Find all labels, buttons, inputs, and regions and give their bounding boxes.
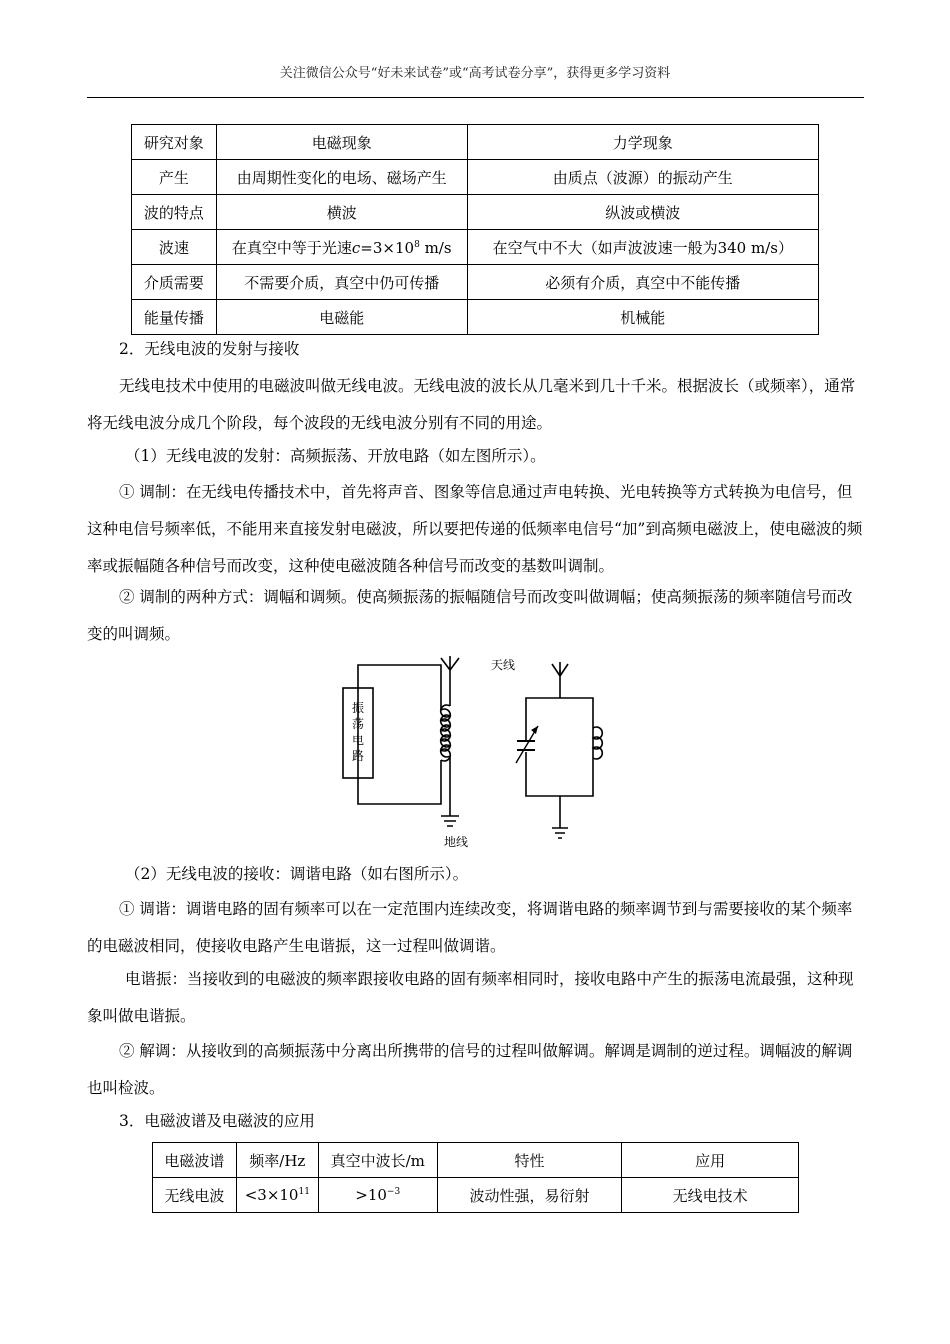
paragraph: 无线电技术中使用的电磁波叫做无线电波。无线电波的波长从几毫米到几十千米。根据波长（或频率），通常将无线电波分成几个阶段，每个波段的无线电波分别有不同的用途。 [87, 377, 856, 432]
speed-symbol: c [351, 238, 361, 257]
speed-exponent: 8 [414, 239, 420, 250]
variable-capacitor-icon [516, 726, 538, 763]
table-cell: 机械能 [467, 300, 818, 335]
oscillator-loop-wire [358, 665, 441, 804]
paragraph: ② 调制的两种方式：调幅和调频。使高频振荡的振幅随信号而改变叫做调幅；使高频振荡的频率随信号而改变的叫调频。 [87, 588, 853, 643]
paragraph: 电谐振：当接收到的电磁波的频率跟接收电路的固有频率相同时，接收电路中产生的振荡电流最强，这种现象叫做电谐振。 [87, 970, 854, 1025]
antenna-icon [441, 656, 459, 670]
header-cell: 电磁现象 [216, 125, 467, 160]
speed-value: =3×10 [360, 238, 415, 257]
header-cell: 特性 [437, 1143, 622, 1178]
oscillator-char: 路 [351, 749, 365, 763]
table-cell: 纵波或横波 [467, 195, 818, 230]
header-cell: 力学现象 [467, 125, 818, 160]
paragraph: ① 调制：在无线电传播技术中，首先将声音、图象等信息通过声电转换、光电转换等方式转换为电信号，但这种电信号频率低，不能用来直接发射电磁波，所以要把传递的低频率电信号“加”到高频电磁波上，使电磁波的频率或振幅随各种信号而改变，这种使电磁波随各种信号而改变的基数叫调制。 [87, 483, 863, 575]
receive-antenna-icon [552, 662, 568, 676]
antenna-label: 天线 [491, 658, 516, 672]
page-header: 关注微信公众号“好未来试卷”或“高考试卷分享”，获得更多学习资料 [279, 66, 671, 81]
table-cell: 必须有介质，真空中不能传播 [467, 265, 818, 300]
table-cell: 无线电波 [153, 1178, 237, 1213]
table-cell: 波速 [132, 230, 217, 265]
section-3-title: 3．电磁波谱及电磁波的应用 [119, 1112, 315, 1130]
frequency-exponent: 11 [298, 1187, 310, 1197]
table-cell: 波动性强，易衍射 [437, 1178, 622, 1213]
tuning-loop-wire [526, 698, 593, 796]
table-cell: 能量传播 [132, 300, 217, 335]
circuit-svg [333, 650, 623, 850]
header-cell: 电磁波谱 [153, 1143, 237, 1178]
paragraph: ① 调谐：调谐电路的固有频率可以在一定范围内连续改变，将调谐电路的频率调节到与需要接收的某个频率的电磁波相同，使接收电路产生电谐振，这一过程叫做调谐。 [87, 900, 853, 955]
table-cell: 波的特点 [132, 195, 217, 230]
table-row [132, 265, 819, 300]
transmit-receive-circuit-diagram [333, 650, 623, 850]
header-cell: 研究对象 [132, 125, 217, 160]
table-cell: 在空气中不大（如声波波速一般为340 m/s） [467, 230, 818, 265]
table-cell-speed [216, 230, 467, 265]
header-divider [87, 97, 864, 98]
wavelength-exponent: −3 [386, 1187, 401, 1197]
table-cell: 由质点（波源）的振动产生 [467, 160, 818, 195]
table-row [153, 1178, 799, 1213]
paragraph: （2）无线电波的接收：调谐电路（如右图所示）。 [125, 865, 469, 883]
table-cell: 产生 [132, 160, 217, 195]
receive-ground-icon [552, 828, 568, 838]
table-cell: 电磁能 [216, 300, 467, 335]
table-row [132, 195, 819, 230]
header-cell: 频率/Hz [236, 1143, 318, 1178]
comparison-table [131, 124, 819, 335]
table-cell-frequency [236, 1178, 318, 1213]
header-cell: 真空中波长/m [318, 1143, 437, 1178]
table-cell: 不需要介质，真空中仍可传播 [216, 265, 467, 300]
tuning-coil [593, 727, 602, 759]
table-cell: 横波 [216, 195, 467, 230]
paragraph: （1）无线电波的发射：高频振荡、开放电路（如左图所示）。 [125, 447, 546, 465]
header-cell: 应用 [622, 1143, 799, 1178]
speed-text: 在真空中等于光速 [231, 238, 352, 257]
paragraph: ② 解调：从接收到的高频振荡中分离出所携带的信号的过程叫做解调。解调是调制的逆过程。调幅波的解调也叫检波。 [87, 1042, 853, 1097]
oscillator-char: 荡 [351, 717, 365, 731]
table-cell: 无线电技术 [622, 1178, 799, 1213]
spectrum-table [152, 1142, 799, 1213]
table-header-row [132, 125, 819, 160]
table-cell: 由周期性变化的电场、磁场产生 [216, 160, 467, 195]
ground-icon [441, 816, 459, 826]
wavelength-base: >10 [355, 1186, 387, 1204]
speed-unit: m/s [419, 238, 452, 257]
frequency-base: <3×10 [244, 1186, 299, 1204]
oscillator-char: 电 [351, 733, 365, 747]
section-2-title: 2．无线电波的发射与接收 [119, 340, 300, 358]
oscillator-char: 振 [351, 701, 365, 715]
table-cell: 介质需要 [132, 265, 217, 300]
table-row [132, 230, 819, 265]
table-header-row [153, 1143, 799, 1178]
table-cell-wavelength [318, 1178, 437, 1213]
ground-label: 地线 [444, 835, 469, 849]
table-row [132, 300, 819, 335]
table-row [132, 160, 819, 195]
